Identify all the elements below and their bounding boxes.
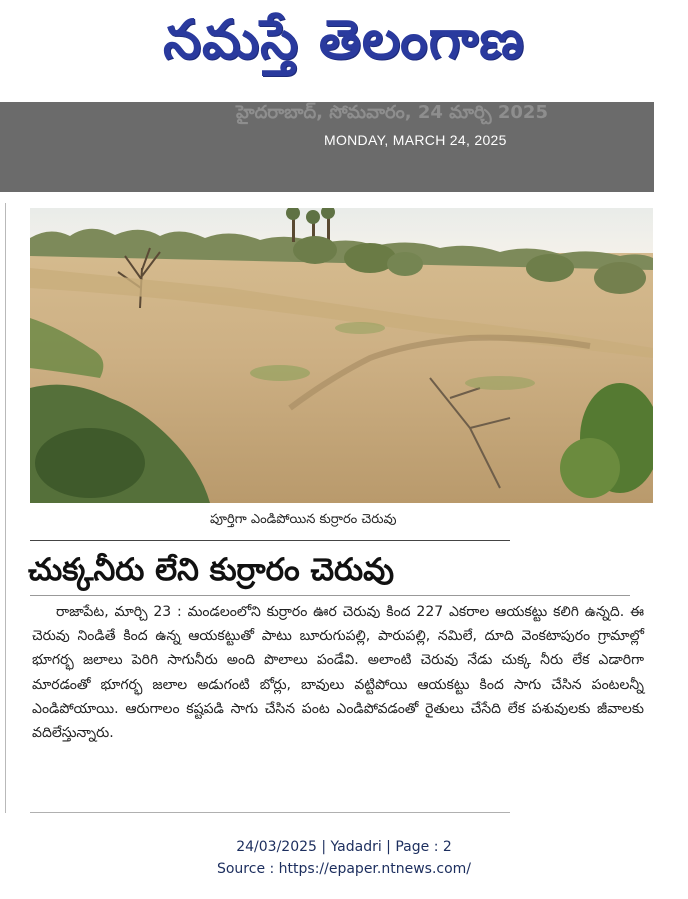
divider — [30, 540, 510, 541]
newspaper-logo: నమస్తే తెలంగాణ — [163, 8, 525, 71]
dateline-telugu: హైదరాబాద్, సోమవారం, 24 మార్చి 2025 — [236, 102, 548, 123]
dateline-banner — [0, 102, 654, 192]
dateline-english: MONDAY, MARCH 24, 2025 — [324, 132, 507, 148]
article-headline: చుక్కనీరు లేని కుర్రారం చెరువు — [28, 552, 395, 588]
divider — [30, 812, 510, 813]
page-footer — [0, 836, 688, 880]
photo-caption: పూర్తిగా ఎండిపోయిన కుర్రారం చెరువు — [210, 512, 397, 527]
news-photo — [30, 208, 653, 503]
footer-date-edition: 24/03/2025 | Yadadri | Page : 2 — [236, 839, 452, 855]
clipping-border — [5, 203, 6, 813]
article-body: రాజాపేట, మార్చి 23 : మండలంలోని కుర్రారం ఊర చెరువు కింద 227 ఎకరాల ఆయకట్టు కలిగి ఉన్నది. ఈ చెరువు నిండితే కింద ఉన్న ఆయకట్టుతో పాటు బూరుగుపల్లి, పారుపల్లి, నమిలే, దూది వెంకటాపురం గ్రామాల్లో భూగర్భ జలాలు పెరిగి సాగునీరు అంది పొలాలు పండేవి. అలాంటి చెరువు నేడు చుక్క నీరు లేక ఎడారిగా మారడంతో భూగర్భ జలాల అడుగంటి బోర్లు, బావులు వట్టిపోయి ఆయకట్టు కింద సాగు చేసిన పంటలన్నీ ఎండిపోయాయి. ఆరుగాలం కష్టపడి సాగు చేసిన పంట ఎండిపోవడంతో రైతులు చేసేది లేక పశువులకు జీవాలకు వదిలేస్తున్నారు. — [32, 604, 644, 742]
divider — [30, 595, 630, 596]
masthead — [0, 0, 688, 100]
footer-source: Source : https://epaper.ntnews.com/ — [216, 861, 472, 877]
